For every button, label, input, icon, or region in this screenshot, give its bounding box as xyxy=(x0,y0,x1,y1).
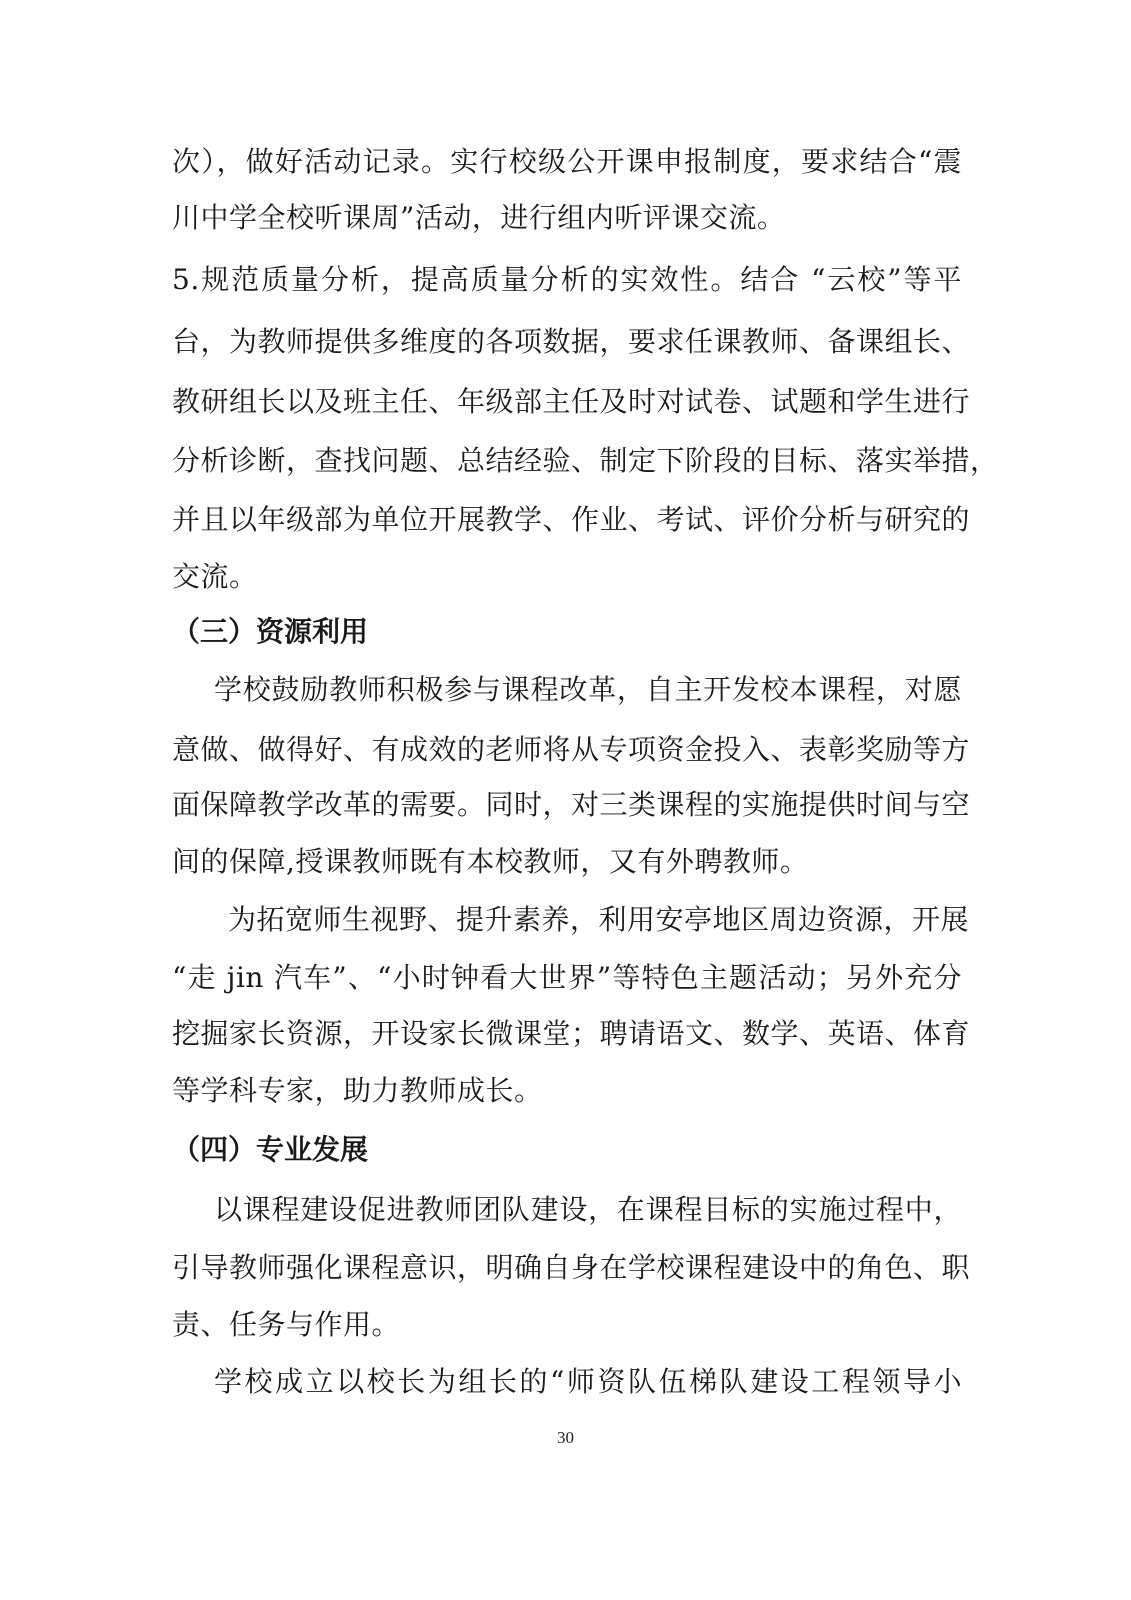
paragraph-line: 引导教师强化课程意识，明确自身在学校课程建设中的角色、职 xyxy=(172,1251,971,1284)
paragraph-line: 为拓宽师生视野、提升素养，利用安亭地区周边资源，开展 xyxy=(228,903,970,936)
paragraph-line: 责、任务与作用。 xyxy=(172,1308,401,1341)
paragraph-line: 台，为教师提供多维度的各项数据，要求任课教师、备课组长、 xyxy=(172,325,971,358)
paragraph-line: 交流。 xyxy=(172,560,258,593)
paragraph-line: “走 jin 汽车”、“小时钟看大世界”等特色主题活动；另外充分 xyxy=(172,961,962,994)
paragraph-line: 意做、做得好、有成效的老师将从专项资金投入、表彰奖励等方 xyxy=(172,733,971,766)
page-number: 30 xyxy=(557,1428,574,1447)
paragraph-line: 并且以年级部为单位开展教学、作业、考试、评价分析与研究的 xyxy=(172,503,971,536)
paragraph-line: 挖掘家长资源，开设家长微课堂；聘请语文、数学、英语、体育 xyxy=(172,1017,971,1050)
section-heading-resources: （三）资源利用 xyxy=(172,615,369,648)
paragraph-line: 川中学全校听课周”活动，进行组内听评课交流。 xyxy=(172,201,786,234)
paragraph-line: 5.规范质量分析，提高质量分析的实效性。结合 “云校”等平 xyxy=(172,263,962,296)
paragraph-line: 面保障教学改革的需要。同时，对三类课程的实施提供时间与空 xyxy=(172,788,971,821)
paragraph-line: 学校鼓励教师积极参与课程改革，自主开发校本课程，对愿 xyxy=(214,673,962,706)
section-heading-development: （四）专业发展 xyxy=(172,1133,369,1166)
paragraph-line: 以课程建设促进教师团队建设，在课程目标的实施过程中， xyxy=(214,1193,962,1226)
paragraph-line: 间的保障,授课教师既有本校教师，又有外聘教师。 xyxy=(172,845,809,878)
paragraph-line: 等学科专家，助力教师成长。 xyxy=(172,1074,543,1107)
paragraph-line: 教研组长以及班主任、年级部主任及时对试卷、试题和学生进行 xyxy=(172,385,971,418)
paragraph-line: 学校成立以校长为组长的“师资队伍梯队建设工程领导小 xyxy=(214,1365,962,1398)
paragraph-line: 分析诊断，查找问题、总结经验、制定下阶段的目标、落实举措， xyxy=(172,444,999,477)
paragraph-line: 次），做好活动记录。实行校级公开课申报制度，要求结合“震 xyxy=(172,145,962,178)
